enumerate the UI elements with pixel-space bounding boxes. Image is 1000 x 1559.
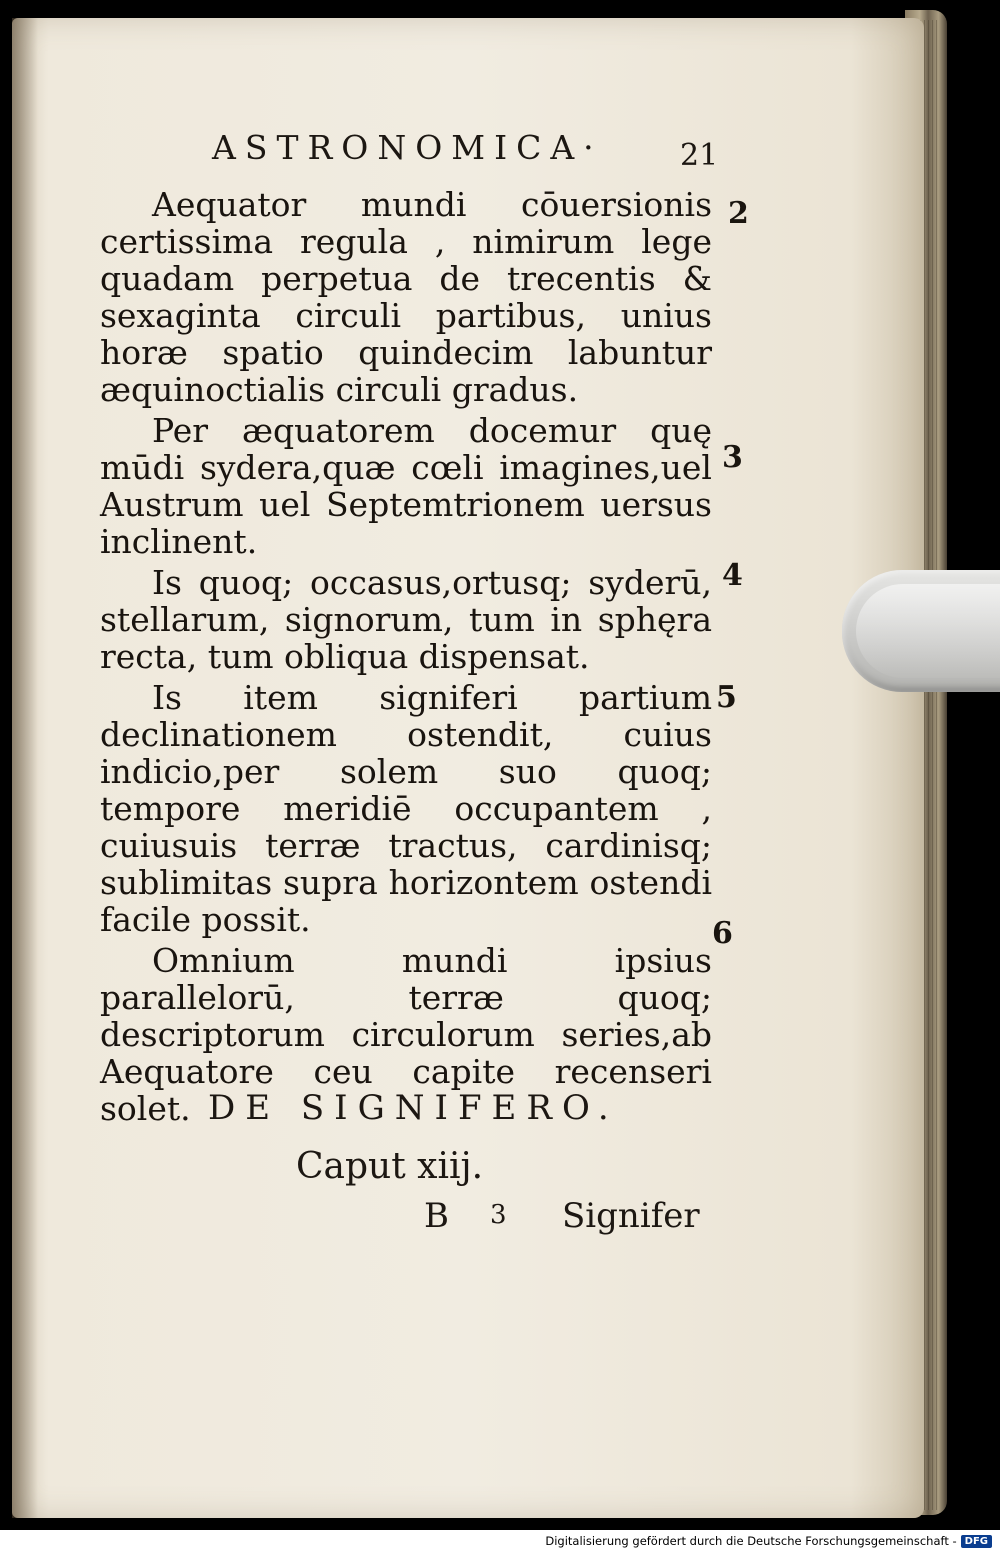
body-text — [100, 186, 712, 1131]
signature-mark: B — [424, 1196, 449, 1236]
paragraph-5: Omnium mundi ipsius parallelorū, terræ quoq; descriptorum circulorum series,ab Aequatore ceu capite recenseri solet. — [100, 941, 712, 1128]
marginal-number-6: 6 — [712, 916, 733, 951]
paragraph-3: Is quoq; occasus,ortusq; syderū, stellarum, signorum, tum in sphęra recta, tum obliqua dispensat. — [100, 563, 712, 676]
running-head: ASTRONOMICA· — [212, 128, 603, 167]
page-clip-highlight — [856, 584, 1000, 678]
gutter-shadow — [12, 18, 38, 1518]
signature-number: 3 — [490, 1200, 507, 1230]
paragraph-2: Per æquatorem docemur quę mūdi sydera,quæ cœli imagines,uel Austrum uel Septemtrionem uersus inclinent. — [100, 411, 712, 561]
footer-credit — [545, 1534, 992, 1548]
footer-credit-text: Digitalisierung gefördert durch die Deutsche Forschungsgemeinschaft - — [545, 1534, 957, 1548]
dfg-logo-icon: DFG — [961, 1535, 992, 1548]
marginal-number-2: 2 — [728, 196, 749, 231]
paragraph-4: Is item signiferi partium declinationem ostendit, cuius indicio,per solem suo quoq; tempore meridiē occupantem , cuiusuis terræ tractus, cardinisq; sublimitas supra horizontem ostendi facile possit. — [100, 678, 712, 939]
marginal-number-4: 4 — [722, 558, 743, 593]
chapter-heading: Caput xiij. — [296, 1146, 484, 1187]
paragraph-1: Aequator mundi cōuersionis certissima regula , nimirum lege quadam perpetua de trecentis & sexaginta circuli partibus, unius horæ spatio quindecim labuntur æquinoctialis circuli gradus. — [100, 185, 712, 409]
section-title: DE SIGNIFERO. — [208, 1088, 619, 1128]
catchword: Signifer — [562, 1196, 700, 1236]
marginal-number-3: 3 — [722, 440, 743, 475]
marginal-number-5: 5 — [716, 680, 737, 715]
folio-number: 21 — [680, 138, 719, 173]
